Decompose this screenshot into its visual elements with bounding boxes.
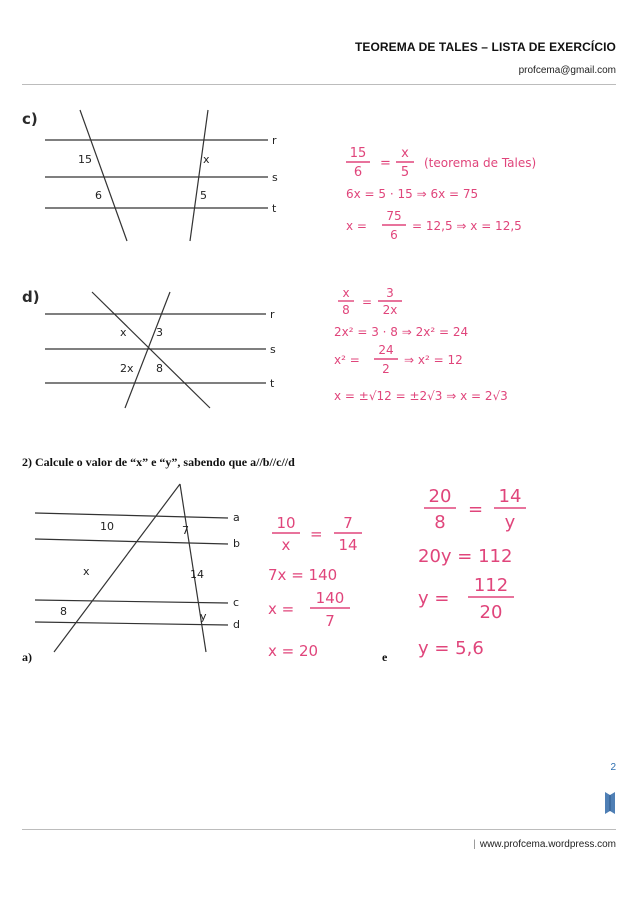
fraction-denominator: 2 — [382, 362, 390, 376]
line-r-label: r — [270, 308, 275, 321]
fraction-denominator: y — [504, 512, 516, 533]
segment-label: 3 — [156, 326, 163, 339]
fraction-denominator: 8 — [434, 512, 446, 533]
segment-label: 7 — [182, 524, 189, 537]
solution-x — [262, 510, 382, 665]
svg-text:=: = — [380, 156, 391, 171]
segment-label: 2x — [120, 362, 134, 375]
solution-y — [410, 482, 560, 667]
fraction-numerator: x — [342, 286, 350, 300]
item-c-figure — [40, 105, 290, 245]
solution-step: y = — [418, 588, 450, 609]
fraction-numerator: x — [401, 146, 409, 161]
segment-label: y — [200, 610, 207, 623]
line-a-label: a — [233, 511, 240, 524]
solution-step: y = 5,6 — [418, 638, 484, 659]
line-b-label: b — [233, 537, 240, 550]
segment-label: 14 — [190, 568, 204, 581]
footer-website-line — [473, 839, 616, 850]
item-d-label: d) — [22, 288, 40, 306]
fraction-denominator: 5 — [400, 165, 410, 180]
segment-label: 8 — [156, 362, 163, 375]
fraction-numerator: 15 — [349, 146, 367, 161]
footer-divider — [22, 829, 616, 830]
segment-label: 5 — [200, 189, 207, 202]
item-d-figure — [40, 288, 290, 413]
line-s-label: s — [272, 171, 278, 184]
solution-note: (teorema de Tales) — [424, 156, 537, 170]
fraction-denominator: 7 — [325, 612, 335, 630]
line-d-label: d — [233, 618, 240, 631]
solution-step: 2x² = 3 · 8 ⇒ 2x² = 24 — [334, 325, 469, 339]
segment-label: 8 — [60, 605, 67, 618]
question-2-figure — [30, 480, 255, 660]
segment-label: 15 — [78, 153, 92, 166]
fraction-numerator: 24 — [378, 343, 394, 357]
segment-label: 10 — [100, 520, 114, 533]
line-s-label: s — [270, 343, 276, 356]
solution-step: 7x = 140 — [268, 566, 338, 584]
line-c-label: c — [233, 596, 240, 609]
solution-step: 20y = 112 — [418, 546, 513, 567]
fraction-numerator: 140 — [315, 589, 345, 607]
fraction-denominator: 20 — [479, 602, 503, 623]
line-t-label: t — [270, 377, 275, 390]
solution-step: x = 20 — [268, 642, 319, 660]
svg-text:=: = — [468, 499, 484, 520]
line-r-label: r — [272, 134, 277, 147]
fraction-denominator: 6 — [353, 165, 363, 180]
fraction-denominator: 2x — [382, 303, 398, 317]
sub-item-a-label: a) — [22, 650, 32, 664]
item-c-solution — [340, 140, 580, 250]
fraction-numerator: 75 — [386, 209, 402, 223]
fraction-numerator: 20 — [428, 486, 452, 507]
question-2-prompt: 2) Calcule o valor de “x” e “y”, sabendo que a//b//c//d — [22, 455, 295, 469]
solution-step: = 12,5 ⇒ x = 12,5 — [412, 219, 522, 233]
fraction-numerator: 7 — [343, 514, 353, 532]
website-link[interactable]: www.profcema.wordpress.com — [479, 839, 616, 850]
sub-item-e-label: e — [382, 650, 388, 664]
item-c-label: c) — [22, 110, 38, 128]
footer-separator: | — [473, 839, 476, 850]
book-icon — [604, 790, 616, 816]
solution-step: x = — [268, 600, 295, 618]
solution-step: x² = — [334, 353, 360, 367]
line-t-label: t — [272, 202, 277, 215]
author-email: profcema@gmail.com — [518, 65, 616, 76]
page-number: 2 — [610, 762, 616, 773]
svg-text:=: = — [310, 525, 323, 543]
segment-label: x — [203, 153, 210, 166]
solution-step: x = ±√12 = ±2√3 ⇒ x = 2√3 — [334, 389, 508, 403]
fraction-numerator: 14 — [498, 486, 522, 507]
solution-step: ⇒ x² = 12 — [404, 353, 463, 367]
svg-text:=: = — [362, 295, 373, 309]
fraction-denominator: 8 — [342, 303, 350, 317]
segment-label: x — [120, 326, 127, 339]
header-divider — [22, 84, 616, 85]
fraction-denominator: x — [281, 536, 291, 554]
fraction-numerator: 10 — [276, 514, 296, 532]
item-d-solution — [330, 282, 580, 412]
fraction-numerator: 3 — [386, 286, 394, 300]
fraction-denominator: 14 — [338, 536, 358, 554]
document-title: TEOREMA DE TALES – LISTA DE EXERCÍCIO — [354, 40, 616, 54]
solution-step: x = — [346, 219, 367, 233]
solution-step: 6x = 5 · 15 ⇒ 6x = 75 — [346, 187, 479, 201]
fraction-denominator: 6 — [390, 228, 398, 242]
segment-label: x — [83, 565, 90, 578]
segment-label: 6 — [95, 189, 102, 202]
fraction-numerator: 112 — [473, 575, 509, 596]
